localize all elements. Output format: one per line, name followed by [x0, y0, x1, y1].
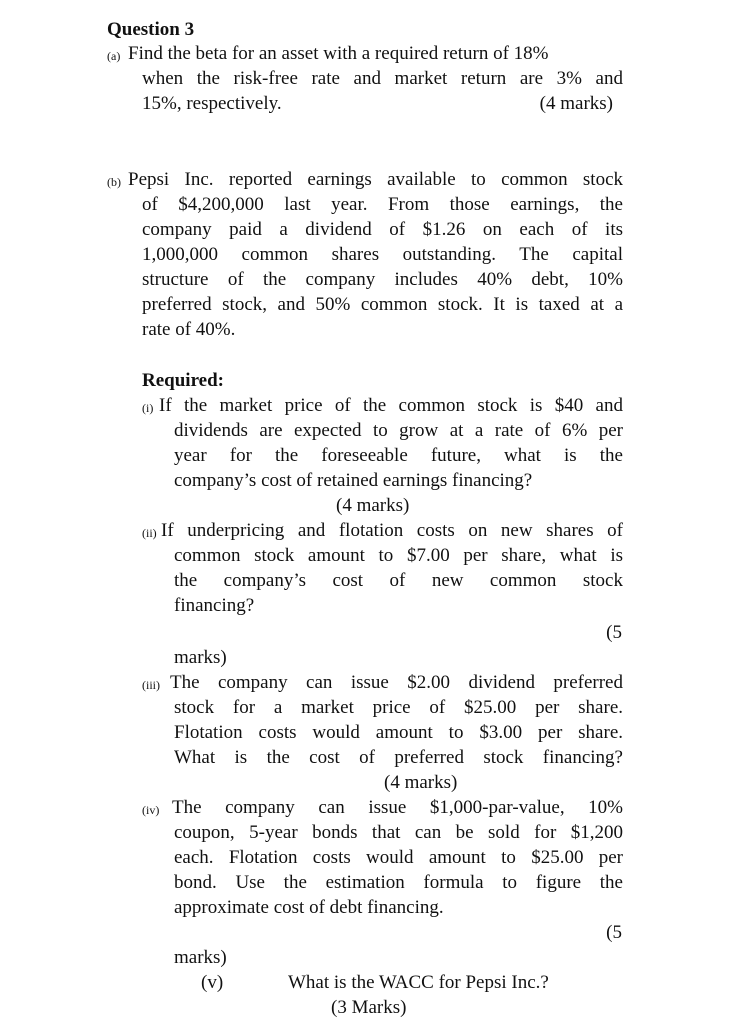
- required-heading: Required:: [142, 370, 224, 391]
- part-b-line-1: Pepsi Inc. reported earnings available to common stock: [128, 169, 623, 190]
- sub-v-text: What is the WACC for Pepsi Inc.?: [288, 972, 549, 993]
- sub-iii-label: (iii): [142, 678, 160, 692]
- part-a-line-3: 15%, respectively.: [142, 93, 282, 114]
- sub-ii-marks-close: marks): [174, 647, 227, 668]
- sub-iv-line-1: The company can issue $1,000-par-value, 10%: [172, 797, 623, 818]
- sub-iii-line-1: The company can issue $2.00 dividend preferred: [170, 672, 623, 693]
- part-b-line-3: company paid a dividend of $1.26 on each of its: [142, 219, 623, 240]
- sub-iv-label: (iv): [142, 803, 160, 817]
- sub-iii-line-2: stock for a market price of $25.00 per share.: [174, 697, 623, 718]
- sub-iii-marks: (4 marks): [384, 772, 458, 793]
- sub-i-label: (i): [142, 401, 154, 415]
- part-b-line-5: structure of the company includes 40% debt, 10%: [142, 269, 623, 290]
- sub-ii-label: (ii): [142, 526, 157, 540]
- sub-iv-line-2: coupon, 5-year bonds that can be sold for $1,200: [174, 822, 623, 843]
- part-b-label: (b): [107, 175, 121, 189]
- sub-iv-line-4: bond. Use the estimation formula to figure the: [174, 872, 623, 893]
- sub-iv-marks-open: (5: [606, 922, 622, 943]
- part-b-line-2: of $4,200,000 last year. From those earnings, the: [142, 194, 623, 215]
- sub-iii-line-3: Flotation costs would amount to $3.00 per share.: [174, 722, 623, 743]
- sub-i-marks: (4 marks): [336, 495, 410, 516]
- sub-i-line-4: company’s cost of retained earnings financing?: [174, 470, 533, 491]
- sub-i-line-1: If the market price of the common stock is $40 and: [159, 395, 623, 416]
- sub-i-line-2: dividends are expected to grow at a rate of 6% per: [174, 420, 623, 441]
- sub-iii-line-4: What is the cost of preferred stock financing?: [174, 747, 623, 768]
- sub-ii-line-4: financing?: [174, 595, 255, 616]
- question-title: Question 3: [107, 19, 195, 40]
- sub-iv-line-3: each. Flotation costs would amount to $25.00 per: [174, 847, 623, 868]
- sub-ii-line-1: If underpricing and flotation costs on new shares of: [161, 520, 623, 541]
- part-a-line-2: when the risk-free rate and market return are 3% and: [142, 68, 623, 89]
- sub-ii-line-3: the company’s cost of new common stock: [174, 570, 623, 591]
- sub-ii-line-2: common stock amount to $7.00 per share, what is: [174, 545, 623, 566]
- part-b-line-7: rate of 40%.: [142, 319, 236, 340]
- sub-iv-line-5: approximate cost of debt financing.: [174, 897, 444, 918]
- sub-ii-marks-open: (5: [606, 622, 622, 643]
- part-b-line-4: 1,000,000 common shares outstanding. The capital: [142, 244, 623, 265]
- part-a-line-1: Find the beta for an asset with a required return of 18%: [128, 43, 549, 64]
- part-a-label: (a): [107, 49, 121, 63]
- part-a-marks: (4 marks): [539, 93, 613, 114]
- sub-i-line-3: year for the foreseeable future, what is the: [174, 445, 623, 466]
- sub-iv-marks-close: marks): [174, 947, 227, 968]
- sub-v-marks: (3 Marks): [331, 997, 407, 1018]
- part-b-line-6: preferred stock, and 50% common stock. It is taxed at a: [142, 294, 623, 315]
- sub-v-label: (v): [201, 972, 224, 993]
